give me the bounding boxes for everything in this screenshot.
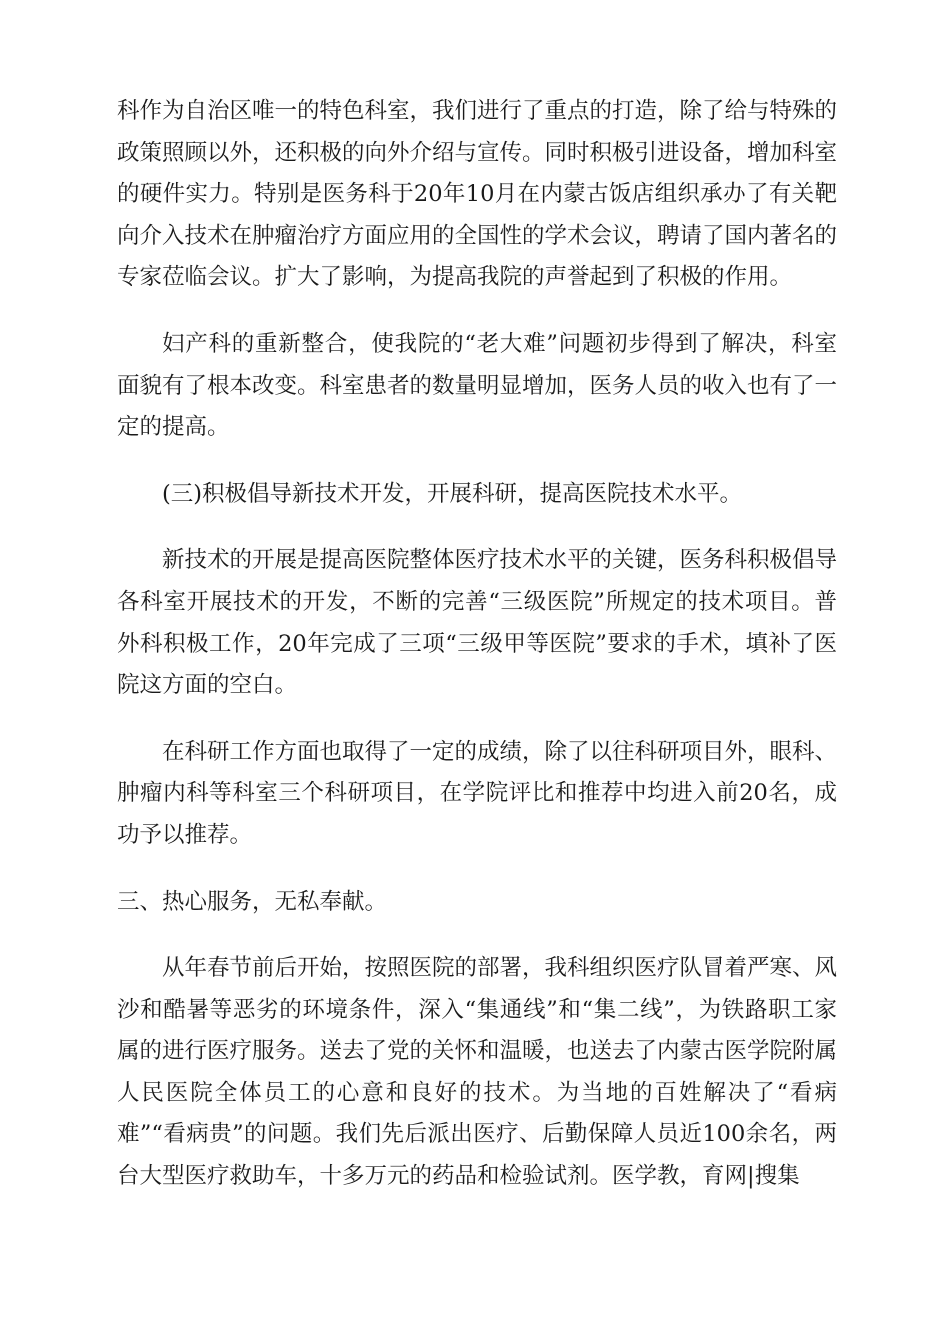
document-body bbox=[117, 91, 837, 1223]
paragraph-5: 在科研工作方面也取得了一定的成绩，除了以往科研项目外，眼科、肿瘤内科等科室三个科研项目，在学院评比和推荐中均进入前20名，成功予以推荐。 bbox=[117, 738, 838, 848]
paragraph-4: 新技术的开展是提高医院整体医疗技术水平的关键，医务科积极倡导各科室开展技术的开发，不断的完善“三级医院”所规定的技术项目。普外科积极工作，20年完成了三项“三级甲等医院”要求的手术，填补了医院这方面的空白。 bbox=[117, 547, 838, 699]
paragraph-1: 科作为自治区唯一的特色科室，我们进行了重点的打造，除了给与特殊的政策照顾以外，还积极的向外介绍与宣传。同时积极引进设备，增加科室的硬件实力。特别是医务科于20年10月在内蒙古饭店组织承办了有关靶向介入技术在肿瘤治疗方面应用的全国性的学术会议，聘请了国内著名的专家莅临会议。扩大了影响，为提高我院的声誉起到了积极的作用。 bbox=[117, 98, 838, 291]
section-heading-three: 三、热心服务，无私奉献。 bbox=[117, 888, 388, 915]
paragraph-7: 从年春节前后开始，按照医院的部署，我科组织医疗队冒着严寒、风沙和酷暑等恶劣的环境条件，深入“集通线”和“集二线”，为铁路职工家属的进行医疗服务。送去了党的关怀和温暖，也送去了内蒙古医学院附属人民医院全体员工的心意和良好的技术。为当地的百姓解决了“看病难”“看病贵”的问题。我们先后派出医疗、后勤保障人员近100余名，两台大型医疗救助车，十多万元的药品和检验试剂。医学教，育网|搜集 bbox=[117, 955, 838, 1190]
paragraph-2: 妇产科的重新整合，使我院的“老大难”问题初步得到了解决，科室面貌有了根本改变。科室患者的数量明显增加，医务人员的收入也有了一定的提高。 bbox=[117, 330, 838, 441]
section-heading-3: (三)积极倡导新技术开发，开展科研，提高医院技术水平。 bbox=[162, 480, 743, 507]
